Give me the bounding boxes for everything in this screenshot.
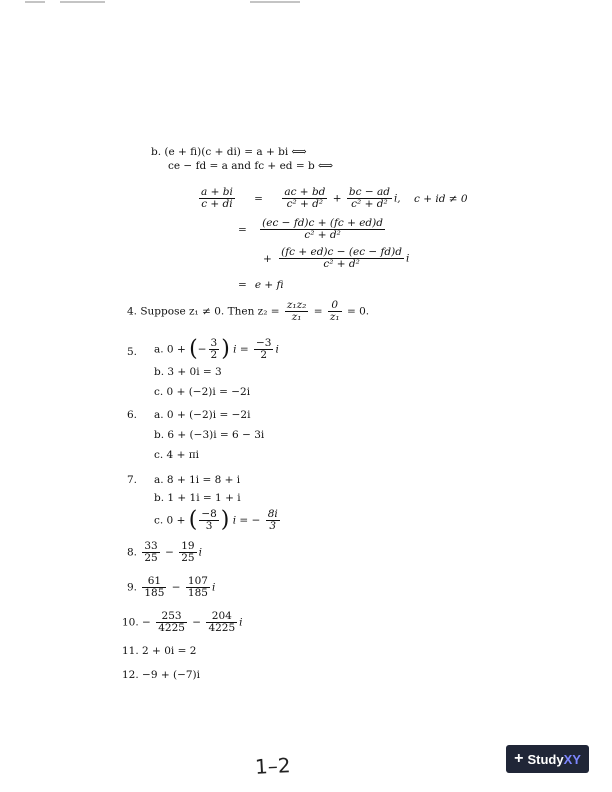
nonzero-condition: c + id ≠ 0 — [414, 192, 468, 205]
problem-6-number: 6. — [127, 409, 138, 421]
problem-12: 12. −9 + (−7)i — [122, 669, 201, 681]
problem-4: 4. Suppose z₁ ≠ 0. Then z₂ = $\frac{\text{z₁z₂}}{\text{z₁}}$ = $\frac{0}{\text{z₁}}$ = 0. — [127, 299, 370, 324]
studyxy-badge[interactable] — [506, 745, 589, 773]
badge-prefix: Study — [527, 751, 564, 767]
problem-10: 10. − $\frac{253}{4225}$ − $\frac{204}{4225}$ i — [122, 610, 243, 635]
scan-artifact — [0, 0, 612, 6]
problem-6c: c. 4 + πi — [154, 449, 199, 461]
page-label: 1–2 — [254, 753, 292, 779]
problem-7b: b. 1 + 1i = 1 + i — [154, 492, 241, 504]
problem-7-number: 7. — [127, 474, 138, 486]
problem-5b: b. 3 + 0i = 3 — [154, 366, 222, 378]
problem-6b: b. 6 + (−3)i = 6 − 3i — [154, 429, 265, 441]
term1-fraction: $\frac{ac + bd}{\text{c² + d²}}$ — [284, 186, 326, 211]
problem-5a: a. 0 + (− $\frac{3}{2}$ ) i = $\frac{-3}{2}$ i — [154, 336, 279, 362]
problem-11: 11. 2 + 0i = 2 — [122, 645, 197, 657]
b-line-1: b. (e + fi)(c + di) = a + bi ⟺ — [151, 146, 307, 158]
problem-8: 8. $\frac{33}{25}$ − $\frac{19}{25}$ i — [127, 540, 202, 565]
combined-fraction: $\frac{(ec - fd)c + (fc + ed)d}{\text{c² + d²}}$ — [262, 217, 383, 242]
b-derivation-line-2: = $\frac{(ec - fd)c + (fc + ed)d}{\text{c² + d²}}$ — [238, 217, 383, 242]
b-derivation-line-3: + $\frac{(fc + ed)c - (ec - fd)d}{\text{c² + d²}}$ i — [263, 246, 410, 271]
b-derivation-line-1: $\frac{a + bi}{c + di}$ = $\frac{ac + bd}{\text{c² + d²}}$ + $\frac{bc - ad}{\text{c² + d²}}$ i, c + id ≠ 0 — [201, 186, 468, 211]
problem-6a: a. 0 + (−2)i = −2i — [154, 409, 251, 421]
problem-7a: a. 8 + 1i = 8 + i — [154, 474, 241, 486]
problem-5-number: 5. — [127, 346, 138, 358]
term2-fraction: $\frac{bc - ad}{\text{c² + d²}}$ — [348, 186, 390, 211]
problem-5c: c. 0 + (−2)i = −2i — [154, 386, 251, 398]
badge-suffix: XY — [563, 751, 581, 767]
b-result: = e + fi — [238, 279, 284, 291]
problem-9: 9. $\frac{61}{185}$ − $\frac{107}{185}$ i — [127, 575, 216, 600]
problem-7c: c. 0 + ( $\frac{-8}{3}$ ) i = − $\frac{8i}{3}$ — [154, 507, 278, 533]
b-line-2: ce − fd = a and fc + ed = b ⟺ — [168, 160, 334, 172]
lhs-fraction: $\frac{a + bi}{c + di}$ — [201, 186, 233, 211]
imag-fraction: $\frac{(fc + ed)c - (ec - fd)d}{\text{c² + d²}}$ — [281, 246, 402, 271]
plus-icon: + — [514, 750, 524, 767]
